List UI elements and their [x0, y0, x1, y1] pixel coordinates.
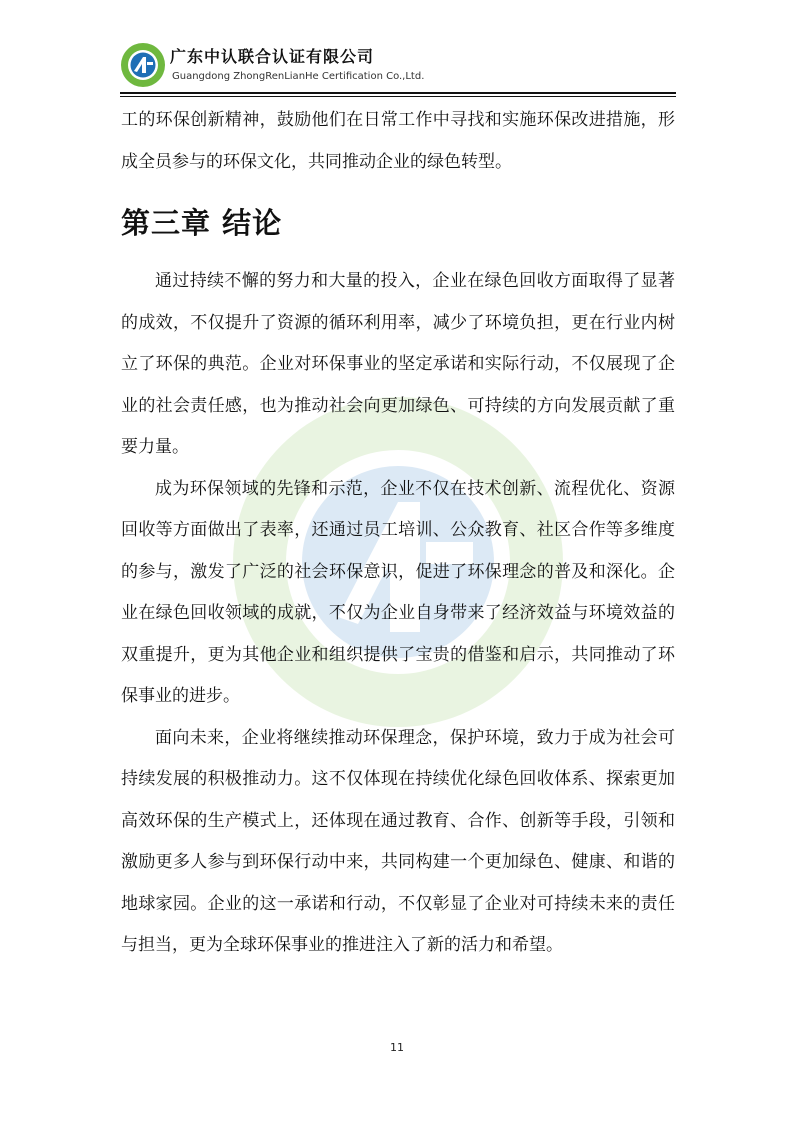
company-name-cn: 广东中认联合认证有限公司 [170, 47, 375, 66]
page-number: 11 [390, 1041, 404, 1054]
header-rule-thin [120, 96, 676, 97]
company-name-en: Guangdong ZhongRenLianHe Certification Co.,Ltd. [172, 71, 425, 82]
document-body [121, 100, 675, 967]
paragraph: 通过持续不懈的努力和大量的投入，企业在绿色回收方面取得了显著的成效，不仅提升了资源的循环利用率，减少了环境负担，更在行业内树立了环保的典范。企业对环保事业的坚定承诺和实际行动，不仅展现了企业的社会责任感，也为推动社会向更加绿色、可持续的方向发展贡献了重要力量。 [121, 271, 675, 457]
page-header [120, 38, 676, 98]
zhongren-logo-icon [120, 42, 166, 88]
chapter-title: 第三章 结论 [121, 206, 283, 240]
header-rule-thick [120, 92, 676, 94]
paragraph: 面向未来，企业将继续推动环保理念，保护环境，致力于成为社会可持续发展的积极推动力。这不仅体现在持续优化绿色回收体系、探索更加高效环保的生产模式上，还体现在通过教育、合作、创新等手段，引领和激励更多人参与到环保行动中来，共同构建一个更加绿色、健康、和谐的地球家园。企业的这一承诺和行动，不仅彰显了企业对可持续未来的责任与担当，更为全球环保事业的推进注入了新的活力和希望。 [121, 727, 675, 955]
paragraph: 成为环保领域的先锋和示范，企业不仅在技术创新、流程优化、资源回收等方面做出了表率，还通过员工培训、公众教育、社区合作等多维度的参与，激发了广泛的社会环保意识，促进了环保理念的普及和深化。企业在绿色回收领域的成就，不仅为企业自身带来了经济效益与环境效益的双重提升，更为其他企业和组织提供了宝贵的借鉴和启示，共同推动了环保事业的进步。 [121, 478, 675, 706]
continued-paragraph: 工的环保创新精神，鼓励他们在日常工作中寻找和实施环保改进措施，形成全员参与的环保文化，共同推动企业的绿色转型。 [121, 110, 675, 172]
